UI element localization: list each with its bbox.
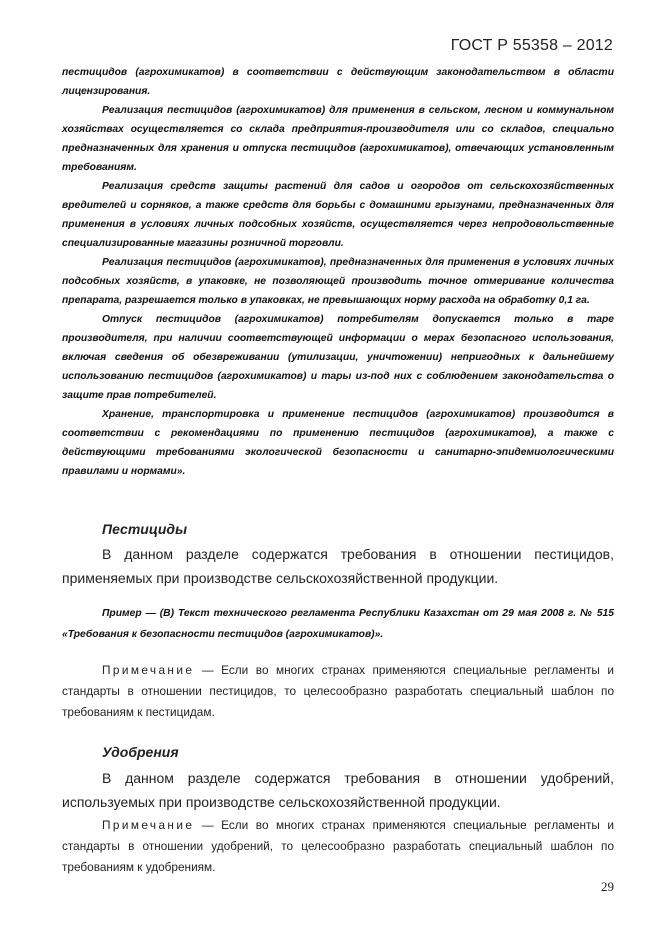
pesticides-section: [62, 542, 614, 590]
pesticides-example: Пример — (В) Текст технического регламента Республики Казахстан от 29 мая 2008 г. № 515 «Требования к безопасности пестицидов (агрохимикатов)».: [62, 608, 614, 640]
pesticides-text: В данном разделе содержатся требования в отношении пестицидов, применяемых при производстве сельскохозяйственной продукции.: [62, 546, 614, 586]
fertilizers-text: В данном разделе содержатся требования в отношении удобрений, используемых при производстве сельскохозяйственной продукции.: [62, 770, 614, 810]
quote-paragraph-5: Отпуск пестицидов (агрохимикатов) потребителям допускается только в таре производителя, при наличии соответствующей информации о мерах безопасного использования, включая сведения об обезвреживании (утилизации, уничтожении) непригодных к дальнейшему использованию пестицидов (агрохимикатов) и тары из-под них с соблюдением законодательства о защите прав потребителей.: [62, 314, 614, 401]
quote-paragraph-3: Реализация средств защиты растений для садов и огородов от сельскохозяйственных вредителей и сорняков, а также средств для борьбы с домашними грызунами, предназначенных для применения в условиях личных подсобных хозяйств, осуществляется через непродовольственные специализированные магазины розничной торговли.: [62, 181, 614, 249]
note-text: — Если во многих странах применяются специальные регламенты и стандарты в отношении удобрений, то целесообразно разработать специальный шаблон по требованиям к удобрениям.: [62, 818, 614, 874]
quoted-regulation-text: [62, 63, 614, 481]
standard-header: ГОСТ Р 55358 – 2012: [450, 37, 613, 54]
quote-paragraph-2: Реализация пестицидов (агрохимикатов) для применения в сельском, лесном и коммунальном хозяйствах осуществляется со склада предприятия-производителя или со складов, специально предназначенных для хранения и отпуска пестицидов (агрохимикатов), отвечающих установленным требованиям.: [62, 105, 614, 173]
pesticides-note-block: [62, 660, 614, 723]
note-label: Примечание: [102, 663, 195, 677]
section-title-pesticides: Пестициды: [102, 521, 188, 537]
page-number: 29: [601, 879, 614, 894]
quote-paragraph-6: Хранение, транспортировка и применение пестицидов (агрохимикатов) производится в соответствии с рекомендациями по применению пестицидов (агрохимикатов), а также с действующими требованиями экологической безопасности и санитарно-эпидемиологическими правилами и нормами».: [62, 409, 614, 477]
note-text: — Если во многих странах применяются специальные регламенты и стандарты в отношении пестицидов, то целесообразно разработать специальный шаблон по требованиям к пестицидам.: [62, 663, 614, 719]
fertilizers-section: [62, 766, 614, 814]
quote-paragraph-4: Реализация пестицидов (агрохимикатов), предназначенных для применения в условиях личных подсобных хозяйств, в упаковке, не позволяющей производить точное отмеривание количества препарата, разрешается только в упаковках, не превышающих норму расхода на обработку 0,1 га.: [62, 257, 614, 306]
pesticides-note: [62, 660, 614, 723]
fertilizers-note-block: [62, 815, 614, 878]
pesticides-example-block: [62, 603, 614, 645]
note-label: Примечание: [102, 818, 195, 832]
section-title-fertilizers: Удобрения: [102, 744, 179, 760]
fertilizers-note: [62, 815, 614, 878]
quote-paragraph-1: пестицидов (агрохимикатов) в соответствии с действующим законодательством в области лицензирования.: [62, 67, 614, 97]
